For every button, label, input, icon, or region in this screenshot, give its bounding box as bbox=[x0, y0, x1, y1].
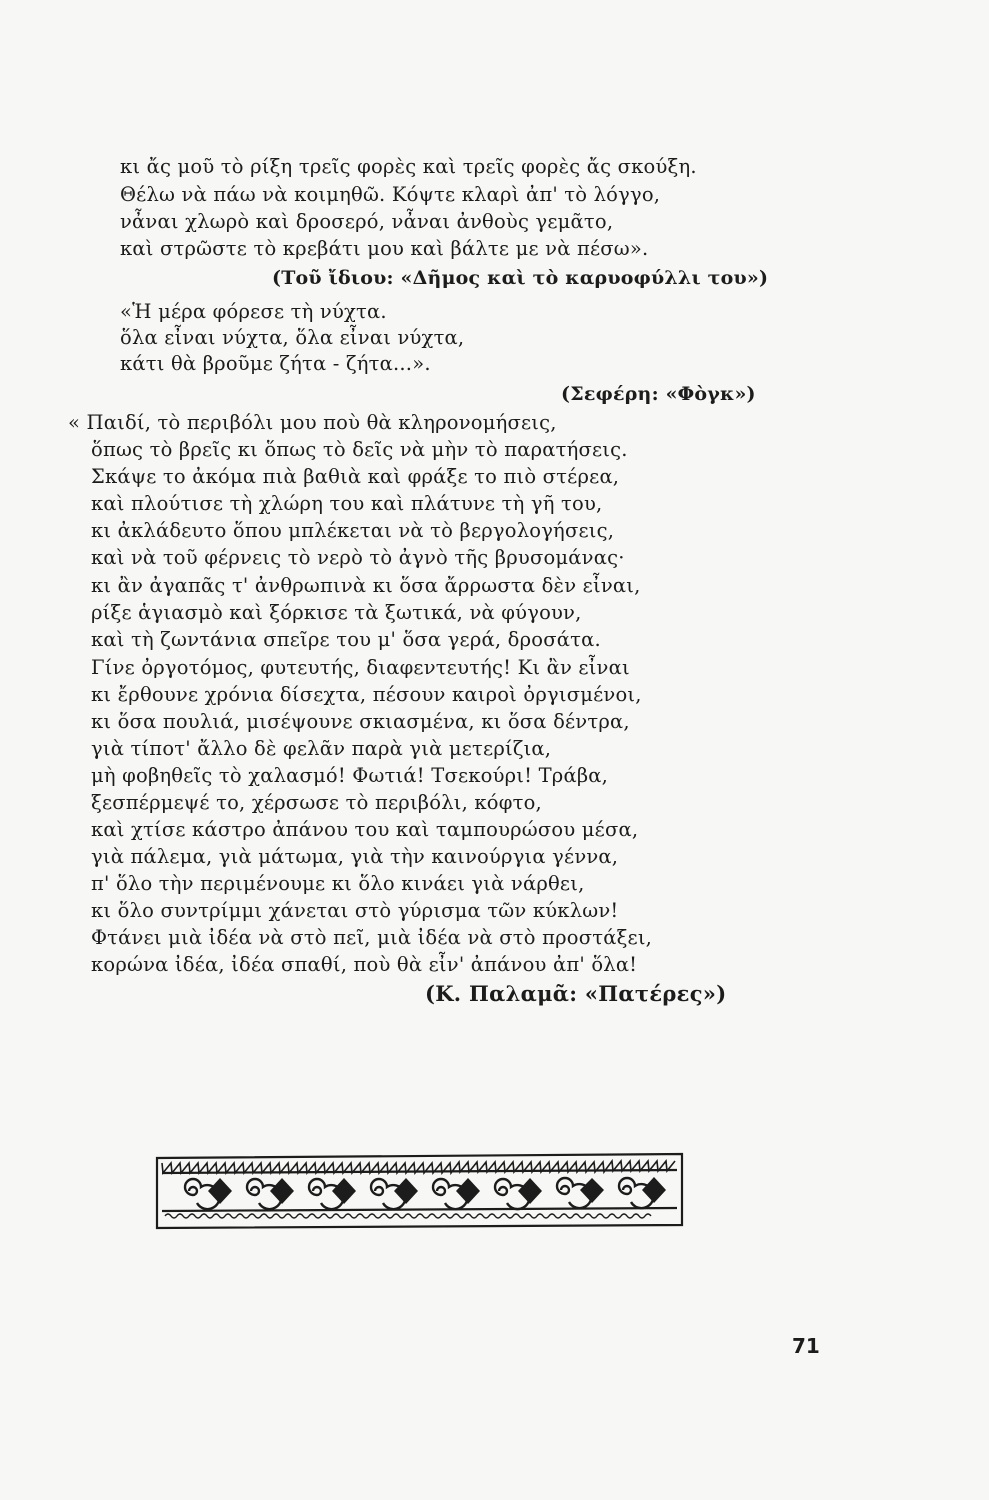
poem-line: κάτι θὰ βροῦμε ζήτα - ζήτα...». bbox=[120, 352, 431, 375]
page-number: 71 bbox=[792, 1334, 820, 1358]
poem-line: ξεσπέρμεψέ το, χέρσωσε τὸ περιβόλι, κόφτο, bbox=[91, 791, 542, 814]
poem-line: καὶ νὰ τοῦ φέρνεις τὸ νερὸ τὸ ἀγνὸ τῆς βρυσομάνας· bbox=[91, 546, 625, 569]
poem-line: καὶ πλούτισε τὴ χλώρη του καὶ πλάτυνε τὴ γῆ του, bbox=[91, 492, 603, 515]
poem-line: νἆναι χλωρὸ καὶ δροσερό, νἆναι ἀνθοὺς γεμᾶτο, bbox=[120, 210, 614, 233]
poem-line: κι ὅλο συντρίμμι χάνεται στὸ γύρισμα τῶν κύκλων! bbox=[91, 899, 619, 922]
poem-line: Θέλω νὰ πάω νὰ κοιμηθῶ. Κόψτε κλαρὶ ἀπ' τὸ λόγγο, bbox=[120, 183, 661, 206]
poem-line: κι ἂν ἀγαπᾶς τ' ἀνθρωπινὰ κι ὅσα ἄρρωστα δὲν εἶναι, bbox=[91, 574, 641, 597]
attribution: (Σεφέρη: «Φὸγκ») bbox=[561, 383, 756, 405]
poem-line: π' ὅλο τὴν περιμένουμε κι ὅλο κινάει γιὰ νάρθει, bbox=[91, 872, 585, 895]
attribution: (Κ. Παλαμᾶ: «Πατέρες») bbox=[425, 981, 727, 1006]
attribution: (Τοῦ ἴδιου: «Δῆμος καὶ τὸ καρυοφύλλι του») bbox=[272, 267, 769, 289]
poem-line: καὶ τὴ ζωντάνια σπεῖρε του μ' ὅσα γερά, δροσάτα. bbox=[91, 628, 601, 651]
poem-line: Φτάνει μιὰ ἰδέα νὰ στὸ πεῖ, μιὰ ἰδέα νὰ στὸ προστάξει, bbox=[91, 926, 653, 949]
poem-line: κι ἄς μοῦ τὸ ρίξη τρεῖς φορὲς καὶ τρεῖς φορὲς ἄς σκούξη. bbox=[120, 155, 697, 178]
ornament-band bbox=[153, 1150, 686, 1230]
poem-line: ὅλα εἶναι νύχτα, ὅλα εἶναι νύχτα, bbox=[120, 326, 465, 349]
poem-line: Σκάψε το ἀκόμα πιὰ βαθιὰ καὶ φράξε το πιὸ στέρεα, bbox=[91, 465, 620, 488]
poem-line: καὶ στρῶστε τὸ κρεβάτι μου καὶ βάλτε με νὰ πέσω». bbox=[120, 237, 649, 260]
poem-line: « Παιδί, τὸ περιβόλι μου ποὺ θὰ κληρονομήσεις, bbox=[68, 411, 557, 434]
poem-line: καὶ χτίσε κάστρο ἀπάνου του καὶ ταμπουρώσου μέσα, bbox=[91, 818, 639, 841]
poem-line: μὴ φοβηθεῖς τὸ χαλασμό! Φωτιά! Τσεκούρι! Τράβα, bbox=[91, 764, 609, 787]
poem-line: κι ἔρθουνε χρόνια δίσεχτα, πέσουν καιροὶ ὀργισμένοι, bbox=[91, 683, 642, 706]
poem-line: κορώνα ἰδέα, ἰδέα σπαθί, ποὺ θὰ εἶν' ἀπάνου ἀπ' ὅλα! bbox=[91, 953, 638, 976]
poem-line: ὅπως τὸ βρεῖς κι ὅπως τὸ δεῖς νὰ μὴν τὸ παρατήσεις. bbox=[91, 438, 628, 461]
poem-line: γιὰ τίποτ' ἄλλο δὲ φελᾶν παρὰ γιὰ μετερίζια, bbox=[91, 737, 552, 760]
poem-line: ρίξε ἁγιασμὸ καὶ ξόρκισε τὰ ξωτικά, νὰ φύγουν, bbox=[91, 601, 582, 624]
poem-line: κι ἀκλάδευτο ὅπου μπλέκεται νὰ τὸ βεργολογήσεις, bbox=[91, 519, 615, 542]
poem-line: κι ὅσα πουλιά, μισέψουνε σκιασμένα, κι ὅσα δέντρα, bbox=[91, 710, 630, 733]
poem-line: γιὰ πάλεμα, γιὰ μάτωμα, γιὰ τὴν καινούργια γέννα, bbox=[91, 845, 619, 868]
poem-line: «Ἡ μέρα φόρεσε τὴ νύχτα. bbox=[120, 300, 387, 323]
poem-line: Γίνε ὀργοτόμος, φυτευτής, διαφεντευτής! Κι ἂν εἶναι bbox=[91, 656, 630, 679]
